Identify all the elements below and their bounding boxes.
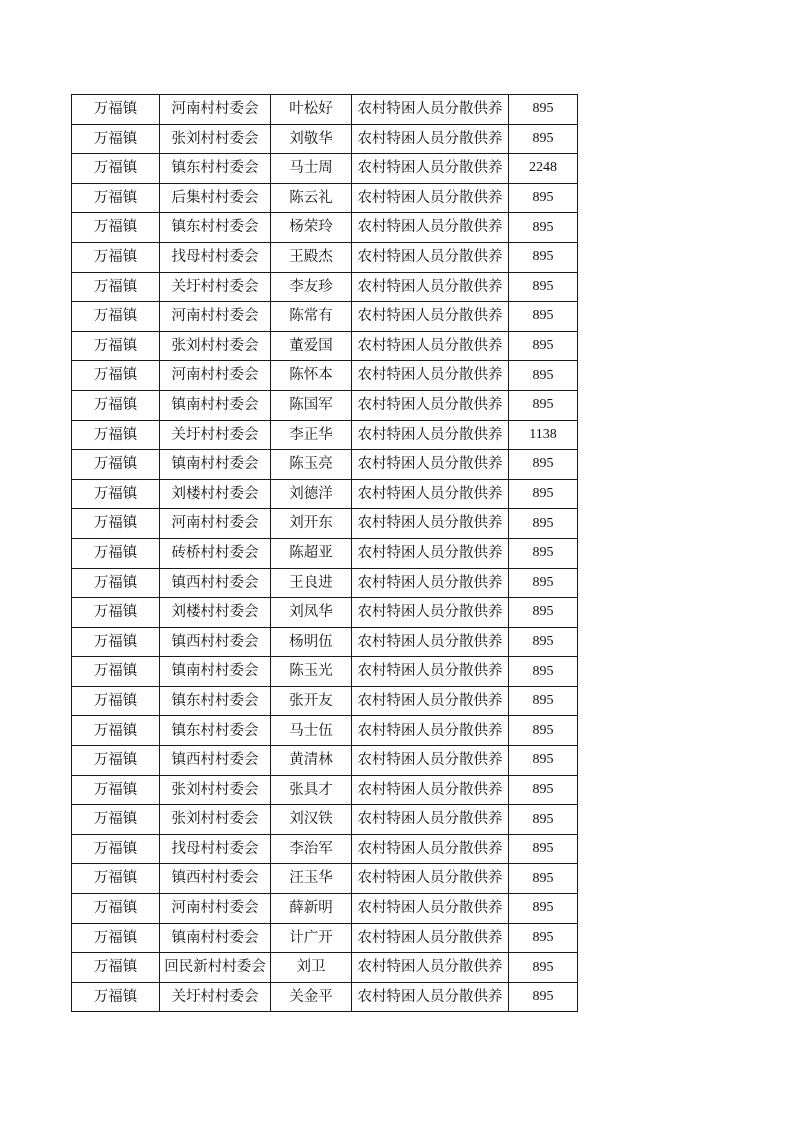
cell-person-name: 李友珍	[271, 272, 352, 302]
cell-assistance-category: 农村特困人员分散供养	[352, 834, 509, 864]
cell-person-name: 刘凤华	[271, 598, 352, 628]
cell-village-committee: 河南村村委会	[160, 361, 271, 391]
cell-assistance-category: 农村特困人员分散供养	[352, 509, 509, 539]
table-row	[72, 390, 578, 420]
cell-village-committee: 镇西村村委会	[160, 746, 271, 776]
cell-assistance-category: 农村特困人员分散供养	[352, 450, 509, 480]
cell-person-name: 张具才	[271, 775, 352, 805]
cell-village-committee: 河南村村委会	[160, 509, 271, 539]
cell-person-name: 刘汉铁	[271, 805, 352, 835]
table-row	[72, 657, 578, 687]
cell-person-name: 计广开	[271, 923, 352, 953]
table-row	[72, 420, 578, 450]
table-row	[72, 746, 578, 776]
cell-village-committee: 关圩村村委会	[160, 982, 271, 1012]
cell-amount: 895	[509, 124, 578, 154]
cell-village-committee: 找母村村委会	[160, 834, 271, 864]
cell-amount: 895	[509, 538, 578, 568]
cell-town: 万福镇	[72, 716, 160, 746]
cell-assistance-category: 农村特困人员分散供养	[352, 657, 509, 687]
cell-town: 万福镇	[72, 538, 160, 568]
beneficiary-table-body	[72, 95, 578, 1012]
cell-assistance-category: 农村特困人员分散供养	[352, 213, 509, 243]
table-row	[72, 95, 578, 125]
table-row	[72, 982, 578, 1012]
cell-assistance-category: 农村特困人员分散供养	[352, 154, 509, 184]
cell-assistance-category: 农村特困人员分散供养	[352, 124, 509, 154]
cell-assistance-category: 农村特困人员分散供养	[352, 331, 509, 361]
cell-amount: 895	[509, 390, 578, 420]
cell-village-committee: 镇东村村委会	[160, 213, 271, 243]
cell-town: 万福镇	[72, 746, 160, 776]
cell-assistance-category: 农村特困人员分散供养	[352, 95, 509, 125]
cell-village-committee: 关圩村村委会	[160, 420, 271, 450]
cell-amount: 895	[509, 923, 578, 953]
cell-town: 万福镇	[72, 183, 160, 213]
cell-amount: 895	[509, 657, 578, 687]
cell-town: 万福镇	[72, 805, 160, 835]
cell-town: 万福镇	[72, 923, 160, 953]
table-row	[72, 923, 578, 953]
cell-person-name: 陈云礼	[271, 183, 352, 213]
cell-village-committee: 刘楼村村委会	[160, 479, 271, 509]
cell-village-committee: 河南村村委会	[160, 95, 271, 125]
cell-village-committee: 关圩村村委会	[160, 272, 271, 302]
cell-village-committee: 镇东村村委会	[160, 154, 271, 184]
cell-amount: 895	[509, 272, 578, 302]
cell-person-name: 关金平	[271, 982, 352, 1012]
cell-amount: 895	[509, 331, 578, 361]
cell-assistance-category: 农村特困人员分散供养	[352, 746, 509, 776]
cell-village-committee: 镇西村村委会	[160, 568, 271, 598]
cell-person-name: 陈超亚	[271, 538, 352, 568]
cell-town: 万福镇	[72, 242, 160, 272]
table-row	[72, 331, 578, 361]
cell-person-name: 杨明伍	[271, 627, 352, 657]
cell-person-name: 王殿杰	[271, 242, 352, 272]
cell-village-committee: 河南村村委会	[160, 894, 271, 924]
cell-town: 万福镇	[72, 509, 160, 539]
cell-village-committee: 镇西村村委会	[160, 627, 271, 657]
table-row	[72, 361, 578, 391]
cell-town: 万福镇	[72, 124, 160, 154]
cell-assistance-category: 农村特困人员分散供养	[352, 390, 509, 420]
cell-amount: 1138	[509, 420, 578, 450]
cell-town: 万福镇	[72, 982, 160, 1012]
cell-person-name: 陈怀本	[271, 361, 352, 391]
cell-person-name: 薛新明	[271, 894, 352, 924]
cell-amount: 895	[509, 805, 578, 835]
cell-village-committee: 后集村村委会	[160, 183, 271, 213]
cell-village-committee: 河南村村委会	[160, 302, 271, 332]
cell-town: 万福镇	[72, 361, 160, 391]
cell-assistance-category: 农村特困人员分散供养	[352, 923, 509, 953]
table-row	[72, 538, 578, 568]
cell-village-committee: 砖桥村村委会	[160, 538, 271, 568]
cell-person-name: 陈玉光	[271, 657, 352, 687]
table-row	[72, 834, 578, 864]
cell-amount: 895	[509, 302, 578, 332]
table-row	[72, 805, 578, 835]
cell-person-name: 张开友	[271, 686, 352, 716]
table-row	[72, 627, 578, 657]
cell-amount: 895	[509, 834, 578, 864]
cell-amount: 895	[509, 627, 578, 657]
cell-person-name: 叶松好	[271, 95, 352, 125]
table-row	[72, 154, 578, 184]
table-row	[72, 598, 578, 628]
cell-town: 万福镇	[72, 775, 160, 805]
table-row	[72, 272, 578, 302]
cell-person-name: 董爱国	[271, 331, 352, 361]
cell-village-committee: 刘楼村村委会	[160, 598, 271, 628]
cell-amount: 895	[509, 95, 578, 125]
cell-person-name: 刘开东	[271, 509, 352, 539]
cell-village-committee: 张刘村村委会	[160, 331, 271, 361]
cell-village-committee: 回民新村村委会	[160, 953, 271, 983]
cell-amount: 895	[509, 953, 578, 983]
table-row	[72, 450, 578, 480]
cell-assistance-category: 农村特困人员分散供养	[352, 183, 509, 213]
cell-amount: 895	[509, 568, 578, 598]
table-row	[72, 864, 578, 894]
cell-person-name: 马士伍	[271, 716, 352, 746]
table-row	[72, 953, 578, 983]
cell-person-name: 刘敬华	[271, 124, 352, 154]
cell-town: 万福镇	[72, 213, 160, 243]
cell-town: 万福镇	[72, 864, 160, 894]
cell-amount: 895	[509, 183, 578, 213]
cell-assistance-category: 农村特困人员分散供养	[352, 420, 509, 450]
cell-town: 万福镇	[72, 95, 160, 125]
cell-person-name: 杨荣玲	[271, 213, 352, 243]
cell-village-committee: 镇南村村委会	[160, 450, 271, 480]
cell-person-name: 李正华	[271, 420, 352, 450]
cell-amount: 895	[509, 598, 578, 628]
table-row	[72, 479, 578, 509]
cell-assistance-category: 农村特困人员分散供养	[352, 272, 509, 302]
cell-person-name: 李治军	[271, 834, 352, 864]
cell-amount: 895	[509, 509, 578, 539]
cell-assistance-category: 农村特困人员分散供养	[352, 864, 509, 894]
table-row	[72, 894, 578, 924]
cell-village-committee: 镇南村村委会	[160, 923, 271, 953]
cell-town: 万福镇	[72, 479, 160, 509]
cell-town: 万福镇	[72, 894, 160, 924]
cell-village-committee: 找母村村委会	[160, 242, 271, 272]
cell-town: 万福镇	[72, 953, 160, 983]
cell-assistance-category: 农村特困人员分散供养	[352, 686, 509, 716]
cell-assistance-category: 农村特困人员分散供养	[352, 242, 509, 272]
cell-town: 万福镇	[72, 686, 160, 716]
cell-assistance-category: 农村特困人员分散供养	[352, 894, 509, 924]
cell-assistance-category: 农村特困人员分散供养	[352, 775, 509, 805]
table-row	[72, 775, 578, 805]
table-row	[72, 302, 578, 332]
cell-person-name: 马士周	[271, 154, 352, 184]
cell-assistance-category: 农村特困人员分散供养	[352, 568, 509, 598]
table-row	[72, 183, 578, 213]
table-row	[72, 716, 578, 746]
cell-amount: 895	[509, 982, 578, 1012]
cell-amount: 2248	[509, 154, 578, 184]
cell-town: 万福镇	[72, 450, 160, 480]
cell-assistance-category: 农村特困人员分散供养	[352, 361, 509, 391]
cell-town: 万福镇	[72, 657, 160, 687]
cell-person-name: 刘卫	[271, 953, 352, 983]
cell-town: 万福镇	[72, 834, 160, 864]
beneficiary-table	[71, 94, 578, 1012]
cell-town: 万福镇	[72, 420, 160, 450]
cell-amount: 895	[509, 479, 578, 509]
cell-person-name: 陈玉亮	[271, 450, 352, 480]
cell-village-committee: 张刘村村委会	[160, 124, 271, 154]
cell-village-committee: 镇东村村委会	[160, 686, 271, 716]
cell-amount: 895	[509, 361, 578, 391]
cell-town: 万福镇	[72, 627, 160, 657]
cell-amount: 895	[509, 775, 578, 805]
cell-assistance-category: 农村特困人员分散供养	[352, 716, 509, 746]
table-row	[72, 124, 578, 154]
cell-village-committee: 镇东村村委会	[160, 716, 271, 746]
table-row	[72, 509, 578, 539]
cell-person-name: 王良进	[271, 568, 352, 598]
cell-amount: 895	[509, 864, 578, 894]
cell-town: 万福镇	[72, 568, 160, 598]
table-row	[72, 242, 578, 272]
cell-assistance-category: 农村特困人员分散供养	[352, 302, 509, 332]
table-row	[72, 568, 578, 598]
cell-person-name: 刘德洋	[271, 479, 352, 509]
cell-assistance-category: 农村特困人员分散供养	[352, 982, 509, 1012]
cell-assistance-category: 农村特困人员分散供养	[352, 953, 509, 983]
cell-village-committee: 镇南村村委会	[160, 657, 271, 687]
cell-village-committee: 镇南村村委会	[160, 390, 271, 420]
cell-village-committee: 镇西村村委会	[160, 864, 271, 894]
cell-town: 万福镇	[72, 331, 160, 361]
cell-amount: 895	[509, 213, 578, 243]
cell-assistance-category: 农村特困人员分散供养	[352, 479, 509, 509]
cell-assistance-category: 农村特困人员分散供养	[352, 538, 509, 568]
cell-amount: 895	[509, 242, 578, 272]
cell-person-name: 陈国军	[271, 390, 352, 420]
cell-assistance-category: 农村特困人员分散供养	[352, 627, 509, 657]
cell-amount: 895	[509, 894, 578, 924]
table-row	[72, 213, 578, 243]
cell-person-name: 陈常有	[271, 302, 352, 332]
table-row	[72, 686, 578, 716]
cell-village-committee: 张刘村村委会	[160, 805, 271, 835]
cell-assistance-category: 农村特困人员分散供养	[352, 598, 509, 628]
cell-amount: 895	[509, 450, 578, 480]
cell-town: 万福镇	[72, 154, 160, 184]
cell-town: 万福镇	[72, 272, 160, 302]
cell-village-committee: 张刘村村委会	[160, 775, 271, 805]
cell-person-name: 黄清林	[271, 746, 352, 776]
cell-amount: 895	[509, 716, 578, 746]
cell-amount: 895	[509, 746, 578, 776]
cell-town: 万福镇	[72, 390, 160, 420]
cell-assistance-category: 农村特困人员分散供养	[352, 805, 509, 835]
cell-town: 万福镇	[72, 302, 160, 332]
cell-amount: 895	[509, 686, 578, 716]
cell-town: 万福镇	[72, 598, 160, 628]
cell-person-name: 汪玉华	[271, 864, 352, 894]
